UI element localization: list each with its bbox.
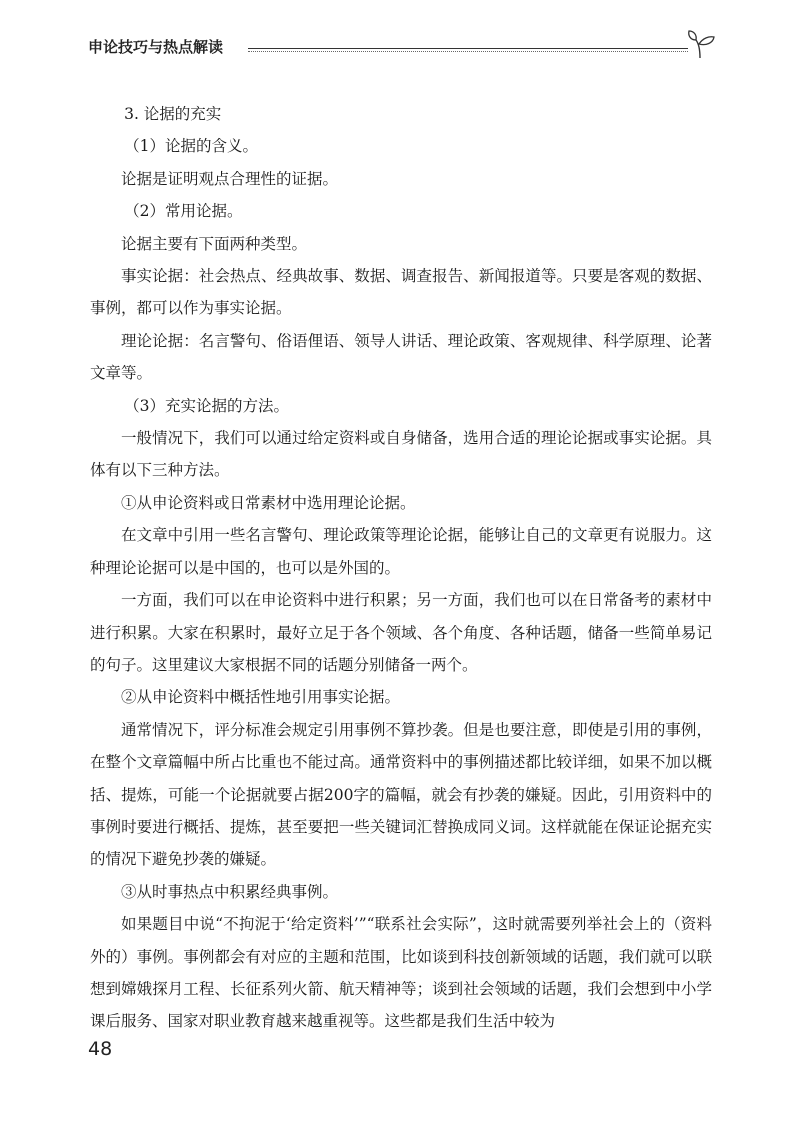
- page-number: 48: [88, 1038, 113, 1060]
- subsection-heading: （2）常用论据。: [124, 202, 243, 221]
- paragraph: 理论论据：名言警句、俗语俚语、领导人讲话、理论政策、客观规律、科学原理、论著文章等。: [90, 331, 712, 383]
- paragraph: 论据是证明观点合理性的证据。: [121, 169, 339, 188]
- paragraph: 一般情况下，我们可以通过给定资料或自身储备，选用合适的理论论据或事实论据。具体有以下三种方法。: [90, 429, 712, 480]
- running-header: [88, 28, 718, 68]
- header-rule-dotted: [248, 51, 688, 52]
- header-rule: [248, 48, 688, 49]
- body-text: [90, 98, 712, 1038]
- paragraph: 论据主要有下面两种类型。: [121, 234, 308, 253]
- book-title: 申论技巧与热点解读: [88, 38, 224, 56]
- method-heading: ③从时事热点中积累经典事例。: [121, 882, 339, 901]
- sprout-icon: [686, 28, 718, 62]
- paragraph: 通常情况下，评分标准会规定引用事例不算抄袭。但是也要注意，即使是引用的事例，在整个文章篇幅中所占比重也不能过高。通常资料中的事例描述都比较详细，如果不加以概括、提炼，可能一个论据就要占据200字的篇幅，就会有抄袭的嫌疑。因此，引用资料中的事例时要进行概括、提炼，甚至要把一些关键词汇替换成同义词。这样就能在保证论据充实的情况下避免抄袭的嫌疑。: [90, 720, 712, 869]
- method-heading: ①从申论资料或日常素材中选用理论论据。: [121, 493, 416, 512]
- paragraph: 如果题目中说“不拘泥于‘给定资料’”“联系社会实际”，这时就需要列举社会上的（资料外的）事例。事例都会有对应的主题和范围，比如谈到科技创新领域的话题，我们就可以联想到嫦娥探月工程、长征系列火箭、航天精神等；谈到社会领域的话题，我们会想到中小学课后服务、国家对职业教育越来越重视等。这些都是我们生活中较为: [90, 915, 712, 1031]
- subsection-heading: （1）论据的含义。: [124, 137, 258, 156]
- section-heading: 3. 论据的充实: [124, 105, 222, 123]
- paragraph: 一方面，我们可以在申论资料中进行积累；另一方面，我们也可以在日常备考的素材中进行积累。大家在积累时，最好立足于各个领域、各个角度、各种话题，储备一些简单易记的句子。这里建议大家根据不同的话题分别储备一两个。: [90, 591, 712, 674]
- paragraph: 事实论据：社会热点、经典故事、数据、调查报告、新闻报道等。只要是客观的数据、事例，都可以作为事实论据。: [90, 267, 712, 318]
- paragraph: 在文章中引用一些名言警句、理论政策等理论论据，能够让自己的文章更有说服力。这种理论论据可以是中国的，也可以是外国的。: [90, 526, 712, 577]
- method-heading: ②从申论资料中概括性地引用事实论据。: [121, 688, 401, 707]
- subsection-heading: （3）充实论据的方法。: [124, 396, 289, 415]
